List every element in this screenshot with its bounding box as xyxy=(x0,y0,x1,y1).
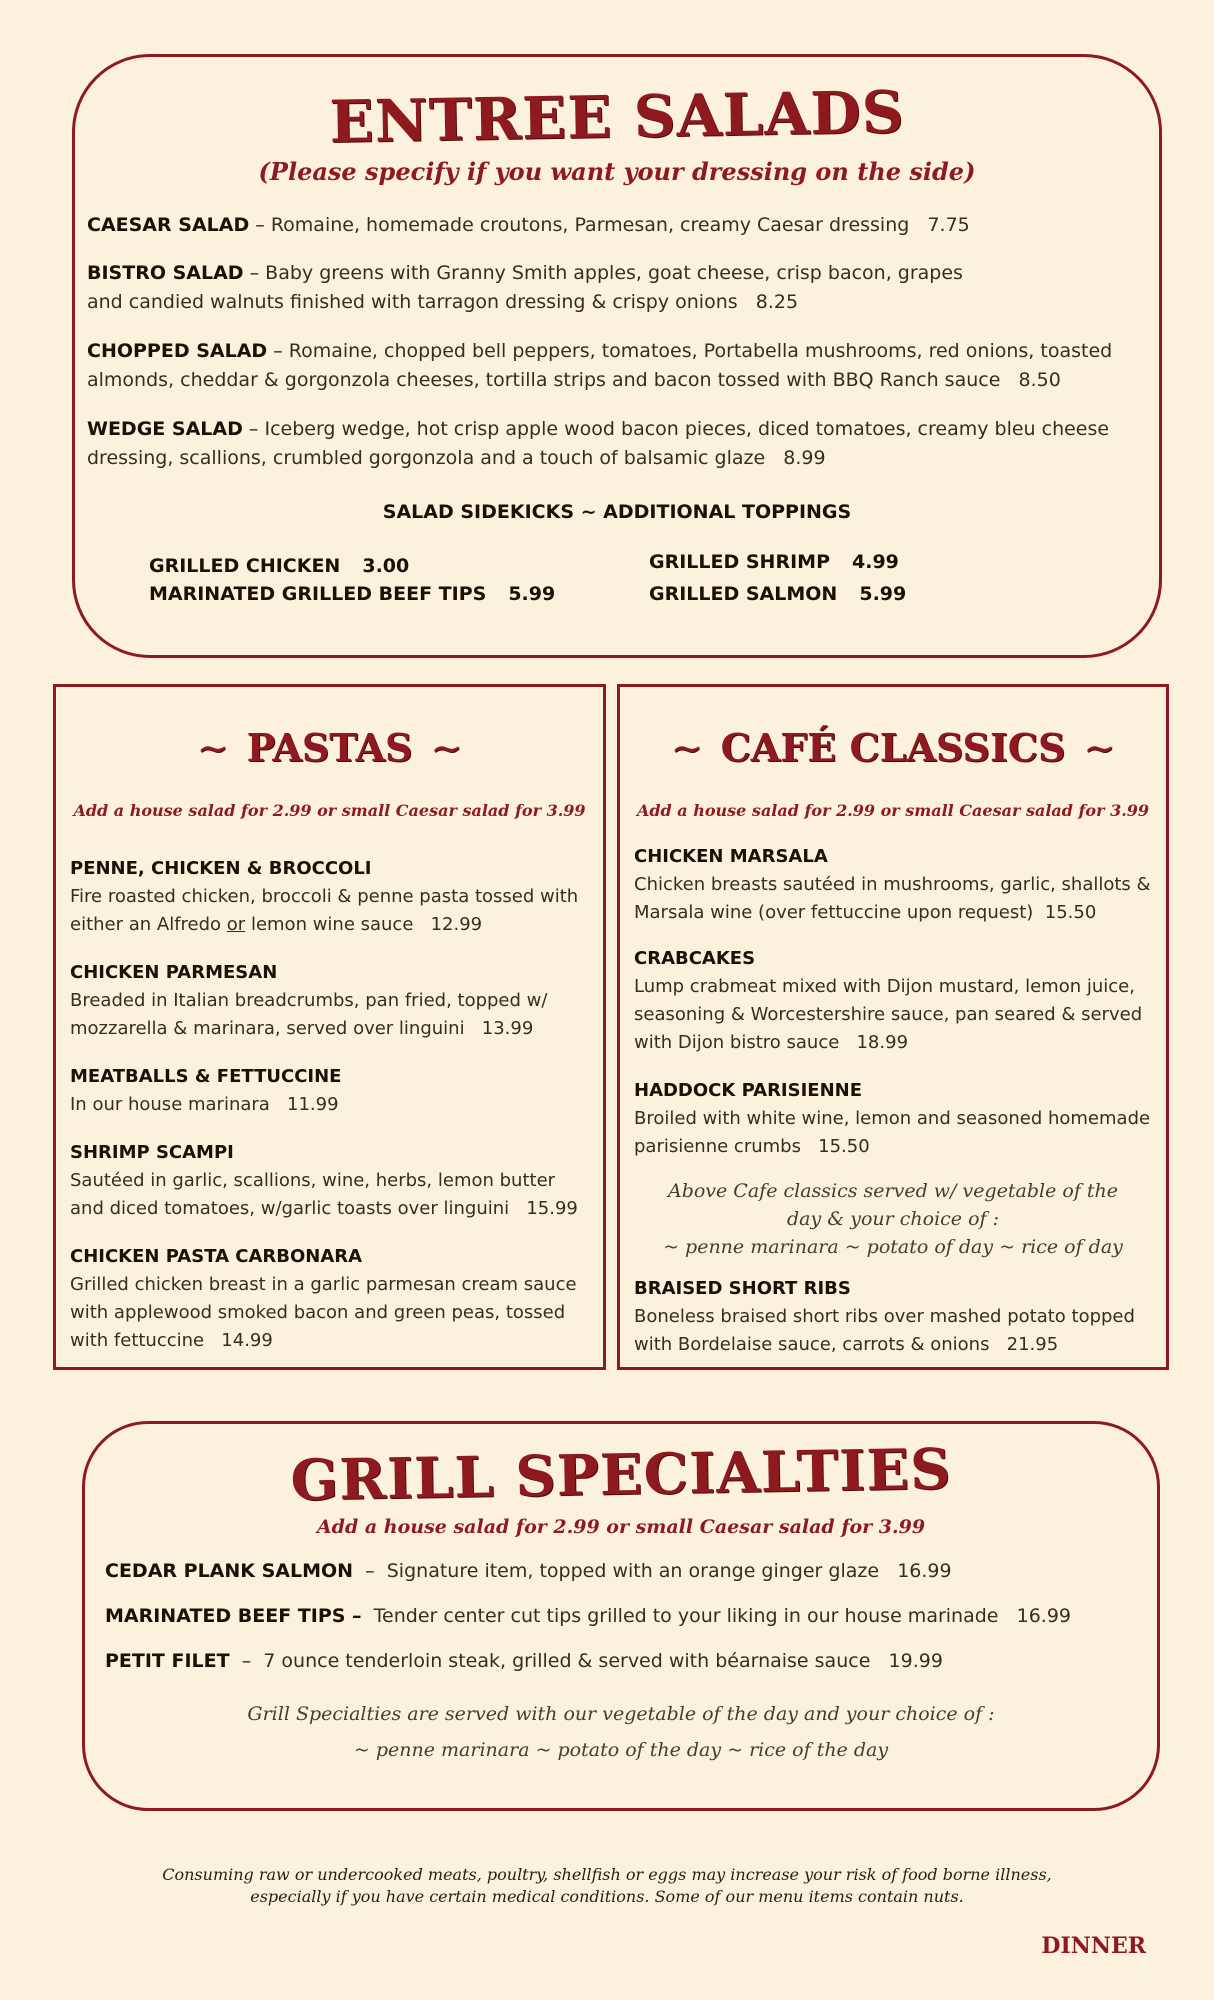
item-name: CHICKEN PASTA CARBONARA xyxy=(70,1246,363,1267)
item-name: HADDOCK PARISIENNE xyxy=(634,1080,863,1101)
disclaimer-line: Consuming raw or undercooked meats, poultry, shellfish or eggs may increase your risk of food borne illness, xyxy=(162,1865,1052,1884)
menu-item xyxy=(70,855,593,939)
item-price: 12.99 xyxy=(430,914,483,935)
grill-specialties-title: GRILL SPECIALTIES xyxy=(289,1436,953,1514)
food-safety-disclaimer xyxy=(0,1864,1214,1908)
note-line: ~ penne marinara ~ potato of day ~ rice of day xyxy=(663,1236,1123,1258)
item-description-text: Grilled chicken breast in a garlic parmesan cream sauce with applewood smoked bacon and green peas, tossed with fettuccine xyxy=(70,1274,577,1351)
cafe-classics-title-text: CAFÉ CLASSICS xyxy=(720,725,1066,770)
item-name: MEATBALLS & FETTUCCINE xyxy=(70,1066,342,1087)
item-price: 18.99 xyxy=(856,1032,909,1053)
item-description xyxy=(634,871,1156,927)
item-description-text: Broiled with white wine, lemon and seasoned homemade parisienne crumbs xyxy=(634,1108,1151,1157)
pastas-title-text: PASTAS xyxy=(246,725,413,770)
tilde-ornament: ~ xyxy=(1083,726,1116,770)
menu-item xyxy=(87,337,1147,395)
item-name: CRABCAKES xyxy=(634,948,756,969)
item-description: Baby greens with Granny Smith apples, goat cheese, crisp bacon, grapes and candied walnuts finished with tarragon dressing & crispy onions xyxy=(87,262,963,313)
item-price: 15.50 xyxy=(1044,902,1097,923)
item-description xyxy=(634,973,1156,1057)
item-description xyxy=(70,1091,593,1119)
add-salad-note: Add a house salad for 2.99 or small Caesar salad for 3.99 xyxy=(636,801,1150,820)
item-description-part: Fire roasted chicken, broccoli & penne pasta tossed with either an Alfredo xyxy=(70,886,579,935)
item-name: MARINATED BEEF TIPS – xyxy=(105,1605,362,1627)
item-description-text: In our house marinara xyxy=(70,1094,270,1115)
menu-item xyxy=(87,415,1147,473)
topping-item xyxy=(649,551,899,573)
item-description xyxy=(70,1271,593,1355)
topping-name: GRILLED SALMON xyxy=(649,583,838,605)
note-line: Above Cafe classics served w/ vegetable of the xyxy=(667,1180,1119,1202)
item-description: Romaine, chopped bell peppers, tomatoes, Portabella mushrooms, red onions, toasted almonds, cheddar & gorgonzola cheeses, tortilla strips and bacon tossed with BBQ Ranch sauce xyxy=(87,340,1113,391)
item-price: 16.99 xyxy=(897,1560,952,1582)
item-name: CHICKEN PARMESAN xyxy=(70,962,278,983)
menu-item xyxy=(70,1243,593,1355)
item-price: 11.99 xyxy=(287,1094,339,1115)
entree-salads-title: ENTREE SALADS xyxy=(328,77,906,157)
topping-item xyxy=(149,555,409,577)
item-name: PETIT FILET xyxy=(105,1650,230,1672)
item-description: Signature item, topped with an orange ginger glaze xyxy=(386,1560,880,1582)
menu-item xyxy=(87,259,967,317)
menu-item xyxy=(634,945,1156,1057)
toppings-heading: SALAD SIDEKICKS ~ ADDITIONAL TOPPINGS xyxy=(382,501,852,523)
menu-item xyxy=(634,1077,1156,1161)
item-price: 15.50 xyxy=(818,1136,870,1157)
pastas-title xyxy=(56,725,603,770)
item-description-text: Boneless braised short ribs over mashed potato topped with Bordelaise sauce, carrots & onions xyxy=(634,1306,1135,1355)
item-description xyxy=(70,883,593,939)
item-name: CHICKEN MARSALA xyxy=(634,846,828,867)
item-name: CEDAR PLANK SALMON xyxy=(105,1560,354,1582)
item-description-text: Chicken breasts sautéed in mushrooms, garlic, shallots & Marsala wine (over fettuccine upon request) xyxy=(634,874,1151,923)
item-separator: – xyxy=(353,1560,387,1582)
cafe-classics-title xyxy=(620,725,1166,770)
menu-item xyxy=(70,959,593,1043)
tilde-ornament: ~ xyxy=(670,726,703,770)
topping-item xyxy=(649,583,906,605)
grill-served-with-note xyxy=(85,1696,1157,1768)
note-line: Grill Specialties are served with our vegetable of the day and your choice of : xyxy=(247,1703,995,1725)
pastas-section xyxy=(53,684,606,1370)
item-description: Romaine, homemade croutons, Parmesan, creamy Caesar dressing xyxy=(270,214,910,236)
topping-name: GRILLED SHRIMP xyxy=(649,551,830,573)
item-price: 19.99 xyxy=(888,1650,943,1672)
menu-item xyxy=(105,1605,1071,1627)
item-name: BISTRO SALAD xyxy=(87,262,244,284)
menu-item xyxy=(70,1139,593,1223)
cafe-served-with-note xyxy=(620,1177,1166,1261)
item-description-part: lemon wine sauce xyxy=(245,914,414,935)
topping-name: GRILLED CHICKEN xyxy=(149,555,341,577)
item-price: 15.99 xyxy=(526,1198,578,1219)
item-separator: – xyxy=(229,1650,264,1672)
item-name: BRAISED SHORT RIBS xyxy=(634,1278,851,1299)
item-description xyxy=(70,987,593,1043)
add-salad-note: Add a house salad for 2.99 or small Caesar salad for 3.99 xyxy=(73,801,586,820)
item-price: 7.75 xyxy=(927,214,970,236)
item-name: SHRIMP SCAMPI xyxy=(70,1142,234,1163)
item-description-text: Sautéed in garlic, scallions, wine, herbs, lemon butter and diced tomatoes, w/garlic toasts over linguini xyxy=(70,1170,556,1219)
item-price: 14.99 xyxy=(221,1330,273,1351)
topping-price: 5.99 xyxy=(859,583,907,605)
tilde-ornament: ~ xyxy=(430,726,463,770)
item-name: WEDGE SALAD xyxy=(87,418,243,440)
tilde-ornament: ~ xyxy=(196,726,229,770)
topping-name: MARINATED GRILLED BEEF TIPS xyxy=(149,583,487,605)
item-separator: – xyxy=(242,418,265,440)
item-separator: – xyxy=(267,340,289,362)
item-price: 8.99 xyxy=(783,447,826,469)
cafe-classics-section xyxy=(617,684,1169,1370)
item-separator: – xyxy=(249,214,271,236)
topping-price: 3.00 xyxy=(362,555,410,577)
item-price: 8.25 xyxy=(755,291,799,313)
item-description: Iceberg wedge, hot crisp apple wood bacon pieces, diced tomatoes, creamy bleu cheese dressing, scallions, crumbled gorgonzola and a touch of balsamic glaze xyxy=(87,418,1110,469)
disclaimer-line: especially if you have certain medical conditions. Some of our menu items contain nuts. xyxy=(250,1887,964,1906)
item-separator xyxy=(362,1605,374,1627)
item-name: PENNE, CHICKEN & BROCCOLI xyxy=(70,858,372,879)
topping-price: 5.99 xyxy=(508,583,556,605)
item-description-text: Lump crabmeat mixed with Dijon mustard, lemon juice, seasoning & Worcestershire sauce, pan seared & served with Dijon bistro sauce xyxy=(634,976,1143,1053)
menu-item xyxy=(105,1560,952,1582)
item-price: 21.95 xyxy=(1006,1334,1059,1355)
grill-specialties-section xyxy=(82,1421,1160,1811)
menu-item xyxy=(105,1650,943,1672)
menu-item xyxy=(70,1063,593,1119)
item-description: Tender center cut tips grilled to your liking in our house marinade xyxy=(373,1605,999,1627)
entree-salads-section xyxy=(72,54,1162,658)
menu-item xyxy=(634,843,1156,927)
item-price: 16.99 xyxy=(1016,1605,1072,1627)
add-salad-note: Add a house salad for 2.99 or small Caesar salad for 3.99 xyxy=(316,1516,926,1538)
menu-item xyxy=(634,1275,1156,1359)
item-price: 8.50 xyxy=(1018,369,1061,391)
item-name: CAESAR SALAD xyxy=(87,214,250,236)
item-description-text: Breaded in Italian breadcrumbs, pan fried, topped w/ mozzarella & marinara, served over linguini xyxy=(70,990,548,1039)
topping-price: 4.99 xyxy=(852,551,899,573)
item-description xyxy=(634,1105,1156,1161)
item-name: CHOPPED SALAD xyxy=(87,340,268,362)
item-price: 13.99 xyxy=(481,1018,534,1039)
item-separator: – xyxy=(243,262,266,284)
topping-item xyxy=(149,583,555,605)
item-description-underlined: or xyxy=(226,914,246,935)
menu-type-label: DINNER xyxy=(1041,1933,1146,1959)
item-description xyxy=(70,1167,593,1223)
note-line: day & your choice of : xyxy=(787,1208,999,1230)
item-description xyxy=(634,1303,1156,1359)
item-description: 7 ounce tenderloin steak, grilled & served with béarnaise sauce xyxy=(263,1650,871,1672)
dressing-note: (Please specify if you want your dressing on the side) xyxy=(258,157,976,186)
note-line: ~ penne marinara ~ potato of the day ~ rice of the day xyxy=(353,1739,889,1761)
menu-item xyxy=(87,211,1137,240)
